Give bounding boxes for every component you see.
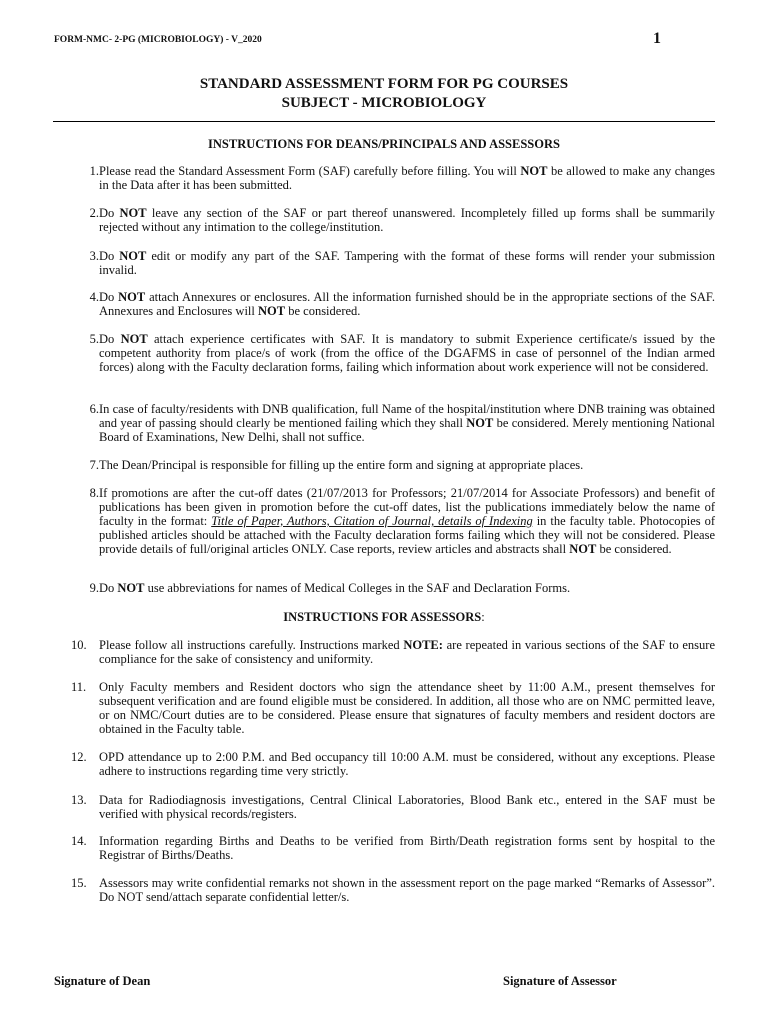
instruction-item-1: 1. Please read the Standard Assessment Form (SAF) carefully before filling. You will NOT be allowed to make any changes in the Data after it has been submitted. [75, 164, 715, 192]
item-number: 1. [89, 164, 99, 178]
form-title: STANDARD ASSESSMENT FORM FOR PG COURSES [199, 76, 569, 92]
instruction-item-7: 7. The Dean/Principal is responsible for filling up the entire form and signing at appropriate places. [75, 458, 715, 472]
form-id: FORM-NMC- 2-PG (MICROBIOLOGY) - V_2020 [54, 35, 262, 45]
item-number: 13. [71, 793, 87, 807]
instruction-item-13: 13. Data for Radiodiagnosis investigations, Central Clinical Laboratories, Blood Bank etc., entered in the SAF must be verified with physical records/registers. [71, 793, 715, 821]
item-number: 5. [89, 332, 99, 346]
instruction-item-2: 2. Do NOT leave any section of the SAF or part thereof unanswered. Incompletely filled up forms shall be summarily rejected without any intimation to the college/institution. [75, 206, 715, 234]
instruction-item-11: 11. Only Faculty members and Resident doctors who sign the attendance sheet by 11:00 A.M., present themselves for subsequent verification and are found eligible must be considered. In addition, all those who are on NMC permitted leave, or on NMC/Court duties are to be considered. Please ensure that signatures of faculty members and resident doctors are obtained in the Faculty table. [71, 680, 715, 736]
item-number: 9. [89, 581, 99, 595]
title-divider [53, 121, 715, 122]
item-number: 12. [71, 750, 87, 764]
instruction-item-4: 4. Do NOT attach Annexures or enclosures. All the information furnished should be in the appropriate sections of the SAF. Annexures and Enclosures will NOT be considered. [75, 290, 715, 318]
section-heading-assessors: INSTRUCTIONS FOR ASSESSORS: [283, 610, 485, 624]
section-heading-deans: INSTRUCTIONS FOR DEANS/PRINCIPALS AND ASSESSORS [208, 137, 560, 151]
item-number: 11. [71, 680, 87, 694]
item-number: 8. [89, 486, 99, 500]
item-number: 7. [89, 458, 99, 472]
item-number: 2. [89, 206, 99, 220]
citation-format: Title of Paper, Authors, Citation of Journal, details of Indexing [211, 514, 533, 528]
item-number: 6. [89, 402, 99, 416]
instruction-item-10: 10. Please follow all instructions carefully. Instructions marked NOTE: are repeated in various sections of the SAF to ensure compliance for the sake of consistency and uniformity. [71, 638, 715, 666]
instruction-item-15: 15. Assessors may write confidential remarks not shown in the assessment report on the page marked “Remarks of Assessor”. Do NOT send/attach separate confidential letter/s. [71, 876, 715, 904]
signature-dean: Signature of Dean [54, 974, 151, 988]
instruction-item-3: 3. Do NOT edit or modify any part of the SAF. Tampering with the format of these forms will render your submission invalid. [75, 249, 715, 277]
instruction-item-14: 14. Information regarding Births and Deaths to be verified from Birth/Death registration forms sent by hospital to the Registrar of Births/Deaths. [71, 834, 715, 862]
form-subject: SUBJECT - MICROBIOLOGY [281, 95, 487, 111]
instruction-item-5: 5. Do NOT attach experience certificates with SAF. It is mandatory to submit Experience certificate/s issued by the competent authority from place/s of work (from the office of the DGAFMS in case of personnel of the Indian armed forces) along with the Faculty declaration forms, failing which information about work experience will not be considered. [75, 332, 715, 374]
instruction-item-9: 9. Do NOT use abbreviations for names of Medical Colleges in the SAF and Declaration Forms. [75, 581, 715, 595]
instruction-item-12: 12. OPD attendance up to 2:00 P.M. and Bed occupancy till 10:00 A.M. must be considered, without any exceptions. Please adhere to instructions regarding time very strictly. [71, 750, 715, 778]
item-number: 4. [89, 290, 99, 304]
item-number: 3. [89, 249, 99, 263]
page-number: 1 [653, 30, 661, 47]
instruction-item-6: 6. In case of faculty/residents with DNB qualification, full Name of the hospital/institution where DNB training was obtained and year of passing should clearly be mentioned failing which they shall NOT be considered. Merely mentioning National Board of Examinations, New Delhi, shall not suffice. [75, 402, 715, 444]
item-number: 10. [71, 638, 87, 652]
item-number: 15. [71, 876, 87, 890]
signature-assessor: Signature of Assessor [503, 974, 617, 988]
item-number: 14. [71, 834, 87, 848]
instruction-item-8: 8. If promotions are after the cut-off dates (21/07/2013 for Professors; 21/07/2014 for Associate Professors) and benefit of publications has been given in promotion before the cut-off dates, list the publications immediately below the name of faculty in the format: Title of Paper, Authors, Citation of Journal, details of Indexing in the faculty table. Photocopies of published articles should be attached with the Faculty declaration forms failing which they will not be considered. Please provide details of full/original articles ONLY. Case reports, review articles and abstracts shall NOT be considered. [75, 486, 715, 556]
